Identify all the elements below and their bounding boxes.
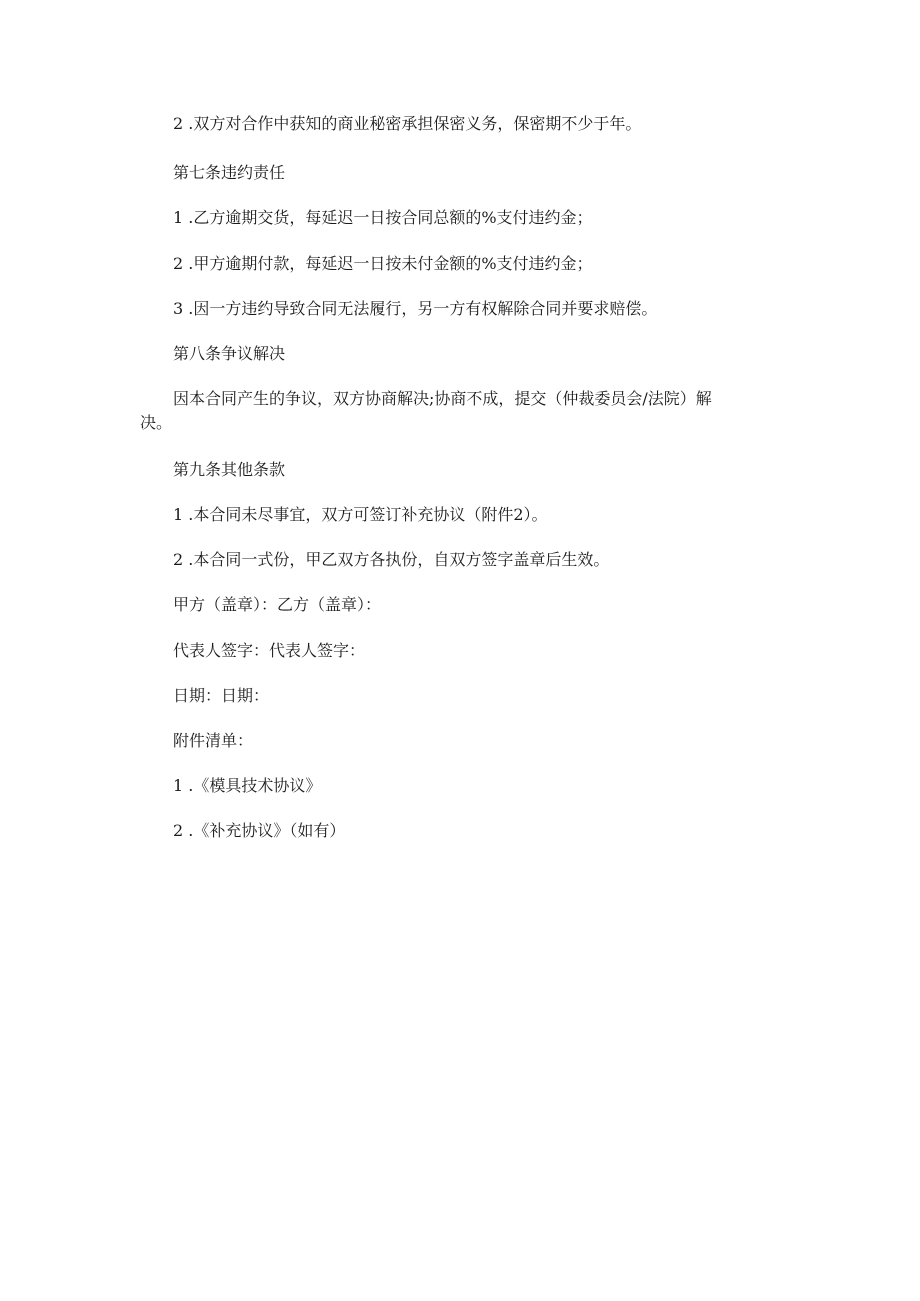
article-9-heading: 第九条其他条款 bbox=[173, 460, 286, 479]
seal-line: 甲方（盖章）：乙方（盖章）： bbox=[173, 595, 382, 614]
clause-9-item-2: 2 .本合同一式份，甲乙双方各执份，自双方签字盖章后生效。 bbox=[173, 550, 610, 569]
clause-9-item-1: 1 .本合同未尽事宜，双方可签订补充协议（附件2）。 bbox=[173, 505, 548, 524]
clause-7-item-2: 2 .甲方逾期付款，每延迟一日按未付金额的%支付违约金； bbox=[173, 254, 593, 273]
attachment-list-heading: 附件清单： bbox=[173, 731, 254, 750]
clause-6-item-2: 2 .双方对合作中获知的商业秘密承担保密义务，保密期不少于年。 bbox=[173, 114, 642, 133]
date-line: 日期：日期： bbox=[173, 686, 270, 705]
article-8-heading: 第八条争议解决 bbox=[173, 344, 286, 363]
attachment-item-2: 2 .《补充协议》（如有） bbox=[173, 821, 346, 840]
signature-line: 代表人签字：代表人签字： bbox=[173, 641, 366, 660]
dispute-resolution-paragraph bbox=[140, 387, 758, 435]
dispute-resolution-text: 因本合同产生的争议，双方协商解决;协商不成，提交（仲裁委员会/法院）解 bbox=[173, 389, 712, 408]
attachment-item-1: 1 .《模具技术协议》 bbox=[173, 776, 322, 795]
clause-7-item-1: 1 .乙方逾期交货，每延迟一日按合同总额的%支付违约金； bbox=[173, 208, 593, 227]
dispute-resolution-text-end: 决。 bbox=[140, 413, 173, 432]
article-7-heading: 第七条违约责任 bbox=[173, 163, 286, 182]
clause-7-item-3: 3 .因一方违约导致合同无法履行，另一方有权解除合同并要求赔偿。 bbox=[173, 299, 658, 318]
